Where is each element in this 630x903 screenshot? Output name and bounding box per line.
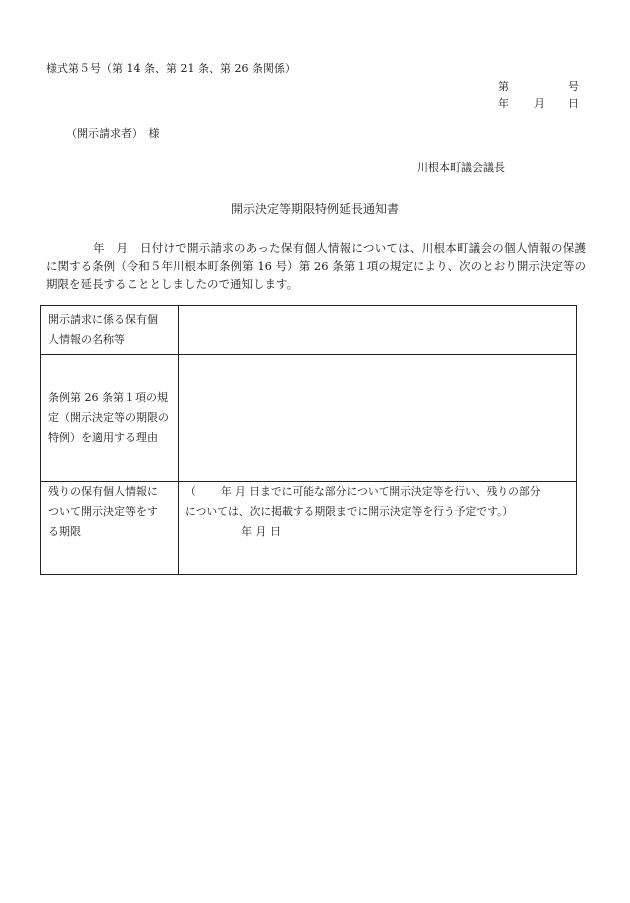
form-number: 様式第５号（第 14 条、第 21 条、第 26 条関係） [46, 62, 296, 75]
row-label-reason [41, 355, 179, 482]
label-line: 残りの保有個人情報に [48, 485, 158, 498]
row-value-deadline [179, 482, 577, 575]
deadline-date: 年 月 日 [241, 525, 281, 538]
label-line: 開示請求に係る保有個 [48, 313, 158, 326]
document-number-prefix: 第 [498, 80, 509, 93]
label-line: 特例）を適用する理由 [48, 431, 158, 444]
document-number-line [498, 81, 578, 95]
document-date-year: 年 [498, 97, 509, 110]
document-title: 開示決定等期限特例延長通知書 [230, 202, 399, 216]
table-row [41, 482, 577, 575]
label-line: 定（開示決定等の期限の [48, 411, 169, 424]
document-date-line [498, 98, 578, 112]
table-row [41, 306, 577, 355]
document-date-day: 日 [568, 97, 579, 110]
label-line: る期限 [48, 525, 81, 538]
sender: 川根本町議会議長 [417, 161, 505, 174]
label-line: 人情報の名称等 [48, 333, 125, 346]
row-value-reason [179, 355, 577, 482]
addressee: （開示請求者） 様 [66, 127, 160, 140]
row-label-info-name [41, 306, 179, 355]
document-date-month: 月 [534, 97, 545, 110]
table-row [41, 355, 577, 482]
notice-table [40, 305, 577, 575]
label-line: ついて開示決定等をす [48, 505, 158, 518]
row-label-deadline [41, 482, 179, 575]
body-text: 年 月 日付けで開示請求のあった保有個人情報については、川根本町議会の個人情報の保護に関する条例（令和５年川根本町条例第 16 号）第 26 条第１項の規定により、次のとおり開示決定等の期限を延長することとしましたので通知します。 [46, 241, 586, 291]
document-number-suffix: 号 [568, 80, 579, 93]
row-value-info-name [179, 306, 577, 355]
deadline-note-line: については、次に掲載する期限までに開示決定等を行う予定です。） [185, 505, 514, 518]
deadline-note-line: （ 年 月 日までに可能な部分について開示決定等を行い、残りの部分 [185, 485, 541, 498]
label-line: 条例第 26 条第１項の規 [48, 391, 168, 404]
